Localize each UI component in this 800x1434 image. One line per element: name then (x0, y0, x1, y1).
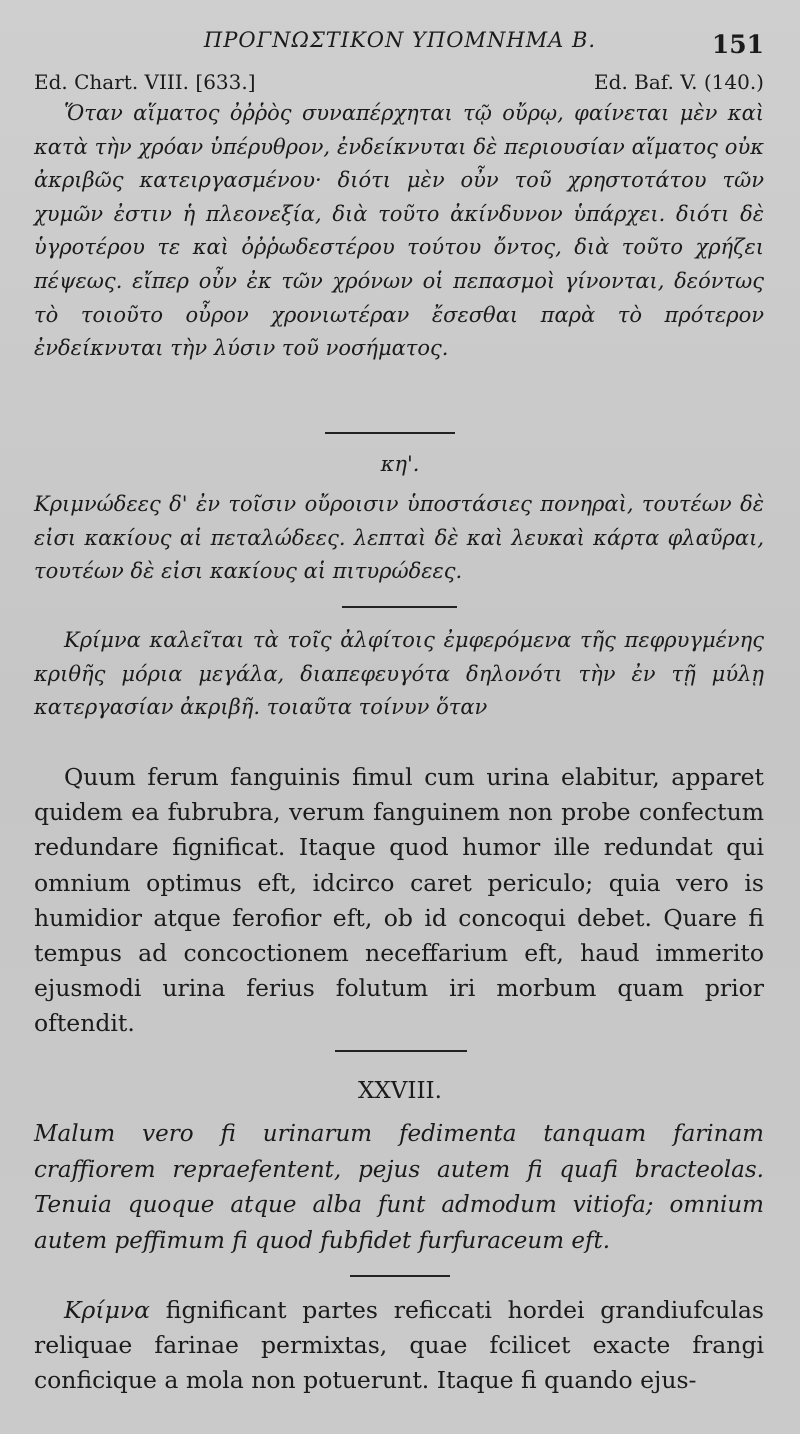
latin-commentary: Quum ferum fanguinis fimul cum urina elabitur, apparet quidem ea fubrubra, verum fanguinem non probe confectum redundare fignificat. Itaque quod humor ille redundat qui omnium optimus eft, idcirco caret periculo; quia vero is humidior atque ferofior eft, ob id concoqui debet. Quare fi tempus ad concoctionem neceffarium eft, haud immerito ejusmodi urina ferius folutum iri morbum quam prior oftendit. (34, 763, 764, 1038)
greek-commentary-block (34, 97, 764, 366)
page-number: 151 (711, 30, 764, 59)
greek-aphorism-block (34, 488, 764, 589)
ed-chart-reference: Ed. Chart. VIII. [633.] (34, 70, 256, 94)
greek-section-number: κη'. (380, 452, 420, 476)
greek-commentary: Ὅταν αἵματος ὀῤῥὸς συναπέρχηται τῷ οὔρῳ, φαίνεται μὲν καὶ κατὰ τὴν χρόαν ὑπέρυθρον, ἐνδείκνυται δὲ περιουσίαν αἵματος οὐκ ἀκριβῶς κατειργασμένου· διότι μὲν οὖν τοῦ χρηστοτάτου τῶν χυμῶν ἐστιν ἡ πλεονεξία, διὰ τοῦτο ἀκίνδυνον ὑπάρχει. διότι δὲ ὑγροτέρου τε καὶ ὀῤῥωδεστέρου τούτου ὄντος, διὰ τοῦτο χρήζει πέψεως. εἴπερ οὖν ἐκ τῶν χρόνων οἱ πεπασμοὶ γίνονται, δεόντως τὸ τοιοῦτο οὖρον χρονιωτέραν ἔσεσθαι παρὰ τὸ πρότερον ἐνδείκνυται τὴν λύσιν τοῦ νοσήματος. (34, 101, 764, 361)
greek-commentary-2-block (34, 624, 764, 725)
latin-commentary-2-paragraph (34, 1293, 764, 1399)
latin-commentary-block (34, 760, 764, 1042)
ed-bas-reference: Ed. Baf. V. (140.) (594, 70, 764, 94)
greek-commentary-2: Κρίμνα καλεῖται τὰ τοῖς ἀλφίτοις ἐμφερόμενα τῆς πεφρυγμένης κριθῆς μόρια μεγάλα, διαπεφευγότα δηλονότι τὴν ἐν τῇ μύλῃ κατεργασίαν ἀκριβῆ. τοιαῦτα τοίνυν ὅταν (34, 628, 764, 720)
latin-section-number: XXVIII. (358, 1078, 442, 1104)
latin-aphorism: Malum vero fi urinarum fedimenta tanquam farinam craffiorem repraefentent, pejus autem fi quafi bracteolas. Tenuia quoque atque alba funt admodum vitiofa; omnium autem peffimum fi quod fubfidet furfuraceum eft. (34, 1121, 764, 1254)
latin-section-divider-rule (335, 1050, 467, 1052)
latin-commentary-2-block (34, 1293, 764, 1399)
latin-commentary-2-term: Κρίμνα (64, 1296, 151, 1324)
running-title: ΠΡΟΓΝΩΣΤΙΚΟΝ ΥΠΟΜΝΗΜΑ Β. (203, 28, 597, 52)
latin-aphorism-block (34, 1117, 764, 1259)
edition-references (34, 70, 764, 94)
aphorism-divider-rule (342, 606, 457, 608)
latin-commentary-2: fignificant partes reficcati hordei grandiufculas reliquae farinae permixtas, quae fcilicet exacte frangi conficique a mola non potuerunt. Itaque fi quando ejus- (34, 1296, 764, 1395)
latin-aphorism-divider-rule (350, 1275, 450, 1277)
greek-aphorism: Κριμνώδεες δ' ἐν τοῖσιν οὔροισιν ὑποστάσιες πονηραὶ, τουτέων δὲ εἰσι κακίους αἱ πεταλώδεες. λεπταὶ δὲ καὶ λευκαὶ κάρτα φλαῦραι, τουτέων δὲ εἰσι κακίους αἱ πιτυρώδεες. (34, 492, 764, 584)
section-divider-rule (325, 432, 455, 434)
